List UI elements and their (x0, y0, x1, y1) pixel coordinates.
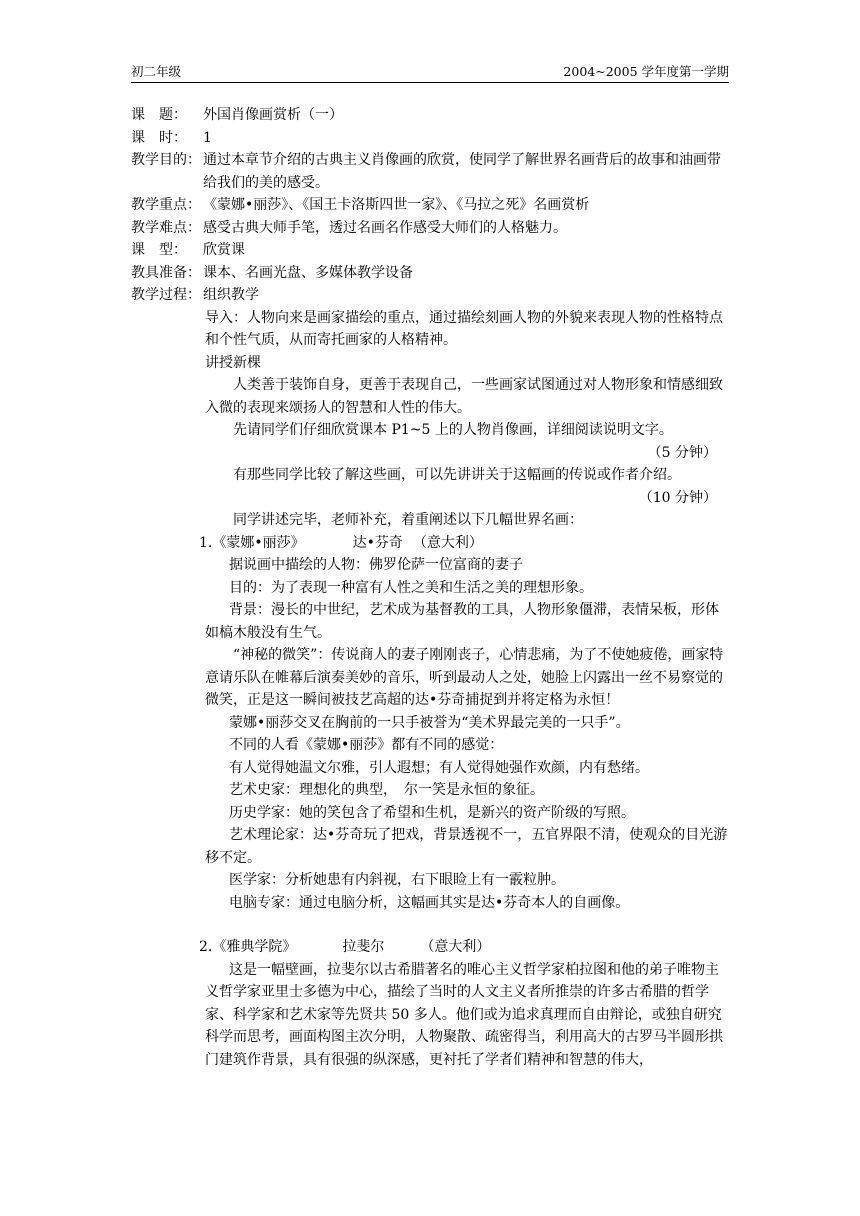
artwork-note: 蒙娜•丽莎交叉在胸前的一只手被誉为“美术界最完美的一只手”。 (229, 714, 630, 731)
artwork-note: 据说画中描绘的人物：佛罗伦萨一位富商的妻子 (229, 557, 523, 573)
artwork-artist: 拉斐尔 (342, 939, 385, 955)
lesson-meta (131, 104, 731, 307)
artwork-country: （意大利） (420, 939, 491, 955)
artwork-title: 2.《雅典学院》 (199, 939, 297, 955)
artwork-note: 背景：漫长的中世纪，艺术成为基督教的工具，人物形象僵滞，表情呆板，形体如槁木般没有生气。 (205, 602, 719, 641)
paragraph: 同学讲述完毕，老师补充，着重阐述以下几幅世界名画： (233, 512, 583, 528)
artwork-note: 艺术理论家：达•芬奇玩了把戏，背景透视不一，五官界限不清，使观众的目光游移不定。 (205, 827, 728, 866)
artwork-note: 不同的人看《蒙娜•丽莎》都有不同的感觉： (229, 737, 504, 753)
lesson-plan (131, 104, 731, 1071)
meta-value: 感受古典大师手笔，透过名画名作感受大师们的人格魅力。 (203, 219, 567, 236)
time-note: （10 分钟） (638, 489, 717, 506)
meta-label: 教具准备： (131, 264, 201, 281)
artwork-note: 医学家：分析她患有内斜视，右下眼睑上有一霰粒肿。 (229, 872, 565, 888)
meta-process (131, 284, 731, 307)
artwork-note: 电脑专家：通过电脑分析，这幅画其实是达•芬奇本人的自画像。 (229, 894, 630, 911)
meta-difficulty (131, 217, 731, 240)
artwork-note: 目的：为了表现一种富有人性之美和生活之美的理想形象。 (229, 579, 593, 596)
meta-label: 教学重点： (131, 197, 201, 213)
artwork-title: 1.《蒙娜•丽莎》 (199, 534, 305, 551)
artwork-title-row (199, 936, 731, 959)
time-note: （5 分钟） (647, 444, 717, 461)
artwork-country: （意大利） (412, 534, 483, 551)
page-header (131, 62, 729, 83)
artwork-artist: 达•芬奇 (352, 534, 403, 551)
meta-value: 1 (203, 129, 212, 146)
meta-lesson-type (131, 239, 731, 262)
artwork-note: 有人觉得她温文尔雅，引人遐想；有人觉得她强作欢颜，内有愁绪。 (229, 759, 649, 776)
new-lesson-heading: 讲授新棵 (205, 354, 261, 371)
meta-hours (131, 127, 731, 150)
header-term: 2004~2005 学年度第一学期 (563, 64, 729, 79)
artwork-note: 历史学家：她的笑包含了希望和生机，是新兴的资产阶级的写照。 (229, 804, 635, 821)
meta-label: 教学难点： (131, 219, 201, 236)
meta-value: 课本、名画光盘、多媒体教学设备 (203, 264, 413, 281)
artwork-description: 这是一幅壁画，拉斐尔以古希腊著名的唯心主义哲学家柏拉图和他的弟子唯物主义哲学家亚里士多德为中心，描绘了当时的人文主义者所推崇的许多古希腊的哲学家、科学家和艺术家等先贤共 50 多人。他们或为追求真理而自由辩论，或独自研究科学而思考，画面构图主次分明，人物聚散、疏密得当，利用高大的古罗马半圆形拱门建筑作背景，具有很强的纵深感，更衬托了学者们精神和智慧的伟大， (205, 961, 723, 1068)
meta-value: 外国肖像画赏析（一） (203, 107, 343, 123)
artwork-title-row (199, 532, 731, 555)
meta-topic (131, 104, 731, 127)
meta-materials (131, 262, 731, 285)
artwork-note: 艺术史家：理想化的典型， 尔一笑是永恒的象征。 (229, 782, 544, 798)
header-grade: 初二年级 (131, 64, 182, 79)
intro-paragraph: 导入：人物向来是画家描绘的重点，通过描绘刻画人物的外貌来表现人物的性格特点和个性气质，从而寄托画家的人格精神。 (205, 309, 723, 348)
paragraph: 先请同学们仔细欣赏课本 P1~5 上的人物肖像画，详细阅读说明文字。 (233, 422, 673, 438)
meta-value: 《蒙娜•丽莎》、《国王卡洛斯四世一家》、《马拉之死》名画赏析 (203, 197, 590, 213)
paragraph: 有那些同学比较了解这些画，可以先讲讲关于这幅画的传说或作者介绍。 (233, 467, 681, 483)
meta-key-points (131, 194, 731, 217)
meta-label: 教学过程： (131, 287, 201, 303)
artwork-1-section (125, 532, 731, 1072)
meta-objective (131, 149, 731, 194)
meta-value: 通过本章节介绍的古典主义肖像画的欣赏，使同学了解世界名画背后的故事和油画带给我们的美的感受。 (203, 152, 721, 191)
meta-label: 课 时： (131, 129, 187, 146)
artwork-note: “神秘的微笑”：传说商人的妻子刚刚丧子，心情悲痛，为了不使她疲倦，画家特意请乐队在帷幕后演奏美妙的音乐，听到最动人之处，她脸上闪露出一丝不易察觉的微笑，正是这一瞬间被技艺高超的达•芬奇捕捉到并将定格为永恒！ (205, 647, 724, 708)
paragraph: 人类善于装饰自身，更善于表现自己，一些画家试图通过对人物形象和情感细致入微的表现来颂扬人的智慧和人性的伟大。 (205, 377, 723, 416)
meta-label: 课 题： (131, 107, 187, 123)
meta-value: 组织教学 (203, 287, 259, 303)
meta-value: 欣赏课 (203, 242, 245, 258)
meta-label: 课 型： (131, 242, 187, 258)
meta-label: 教学目的： (131, 152, 201, 168)
teaching-process (131, 307, 731, 532)
